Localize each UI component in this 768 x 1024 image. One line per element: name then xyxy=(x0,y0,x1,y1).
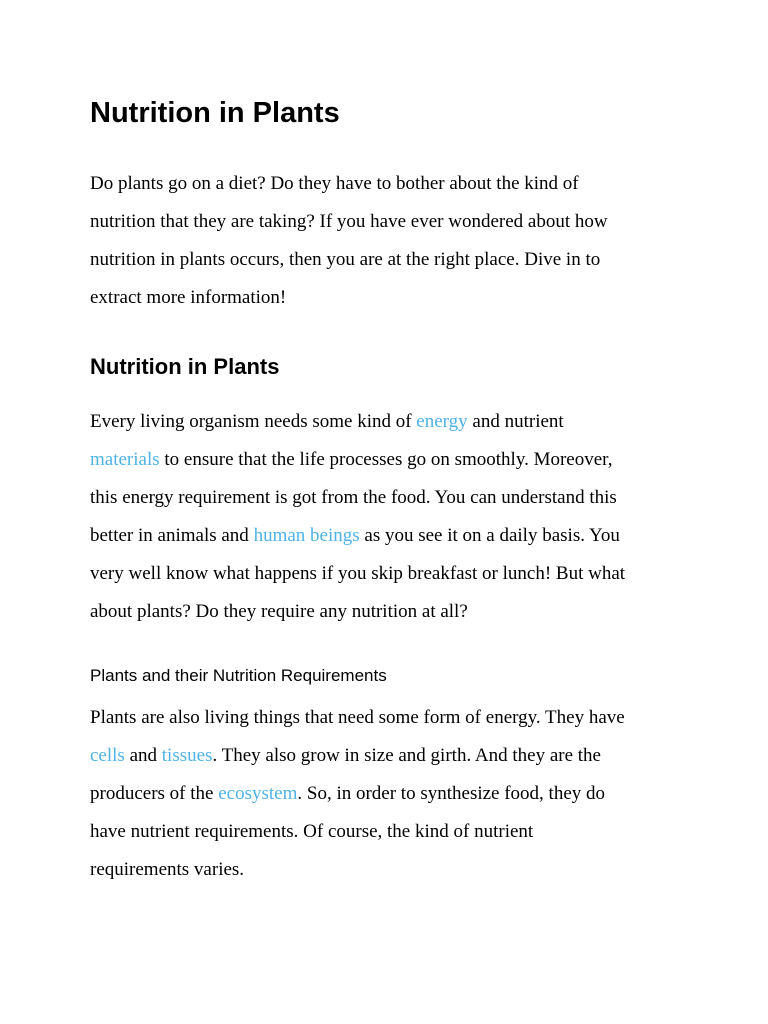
intro-line-4: extract more information! xyxy=(90,287,287,308)
tissues-link[interactable]: tissues xyxy=(161,745,213,766)
text-fragment: . So, in order to synthesize food, they do xyxy=(297,783,606,804)
intro-line-1: Do plants go on a diet? Do they have to bother about the kind of xyxy=(90,173,579,194)
human-beings-link[interactable]: human beings xyxy=(253,525,360,546)
section-heading-nutrition: Nutrition in Plants xyxy=(90,354,280,379)
subsection-heading-requirements: Plants and their Nutrition Requirements xyxy=(90,666,387,685)
materials-link[interactable]: materials xyxy=(90,449,160,470)
ecosystem-link[interactable]: ecosystem xyxy=(218,783,298,804)
energy-link[interactable]: energy xyxy=(416,411,468,432)
page-title: Nutrition in Plants xyxy=(90,97,340,129)
text-fragment: Every living organism needs some kind of xyxy=(90,411,417,432)
requirements-line-2 xyxy=(90,737,625,775)
text-fragment: producers of the xyxy=(90,783,219,804)
intro-line-2: nutrition that they are taking? If you have ever wondered about how xyxy=(90,211,608,232)
requirements-line-5: requirements varies. xyxy=(90,859,245,880)
requirements-line-4: have nutrient requirements. Of course, the kind of nutrient xyxy=(90,821,534,842)
cells-link[interactable]: cells xyxy=(90,745,125,766)
requirements-paragraph xyxy=(90,699,625,889)
text-fragment: better in animals and xyxy=(90,525,254,546)
text-fragment: . They also grow in size and girth. And they are the xyxy=(212,745,601,766)
nutrition-line-1 xyxy=(90,403,625,441)
requirements-line-1: Plants are also living things that need some form of energy. They have xyxy=(90,707,625,728)
text-fragment: to ensure that the life processes go on smoothly. Moreover, xyxy=(159,449,613,470)
nutrition-line-4 xyxy=(90,517,625,555)
requirements-line-3 xyxy=(90,775,625,813)
text-fragment: and nutrient xyxy=(467,411,564,432)
nutrition-line-6: about plants? Do they require any nutrition at all? xyxy=(90,601,468,622)
nutrition-line-5: very well know what happens if you skip breakfast or lunch! But what xyxy=(90,563,626,584)
intro-paragraph xyxy=(90,165,608,317)
nutrition-paragraph xyxy=(90,403,625,631)
text-fragment: and xyxy=(124,745,162,766)
text-fragment: as you see it on a daily basis. You xyxy=(359,525,620,546)
nutrition-line-3: this energy requirement is got from the food. You can understand this xyxy=(90,487,617,508)
intro-line-3: nutrition in plants occurs, then you are at the right place. Dive in to xyxy=(90,249,601,270)
nutrition-line-2 xyxy=(90,441,625,479)
